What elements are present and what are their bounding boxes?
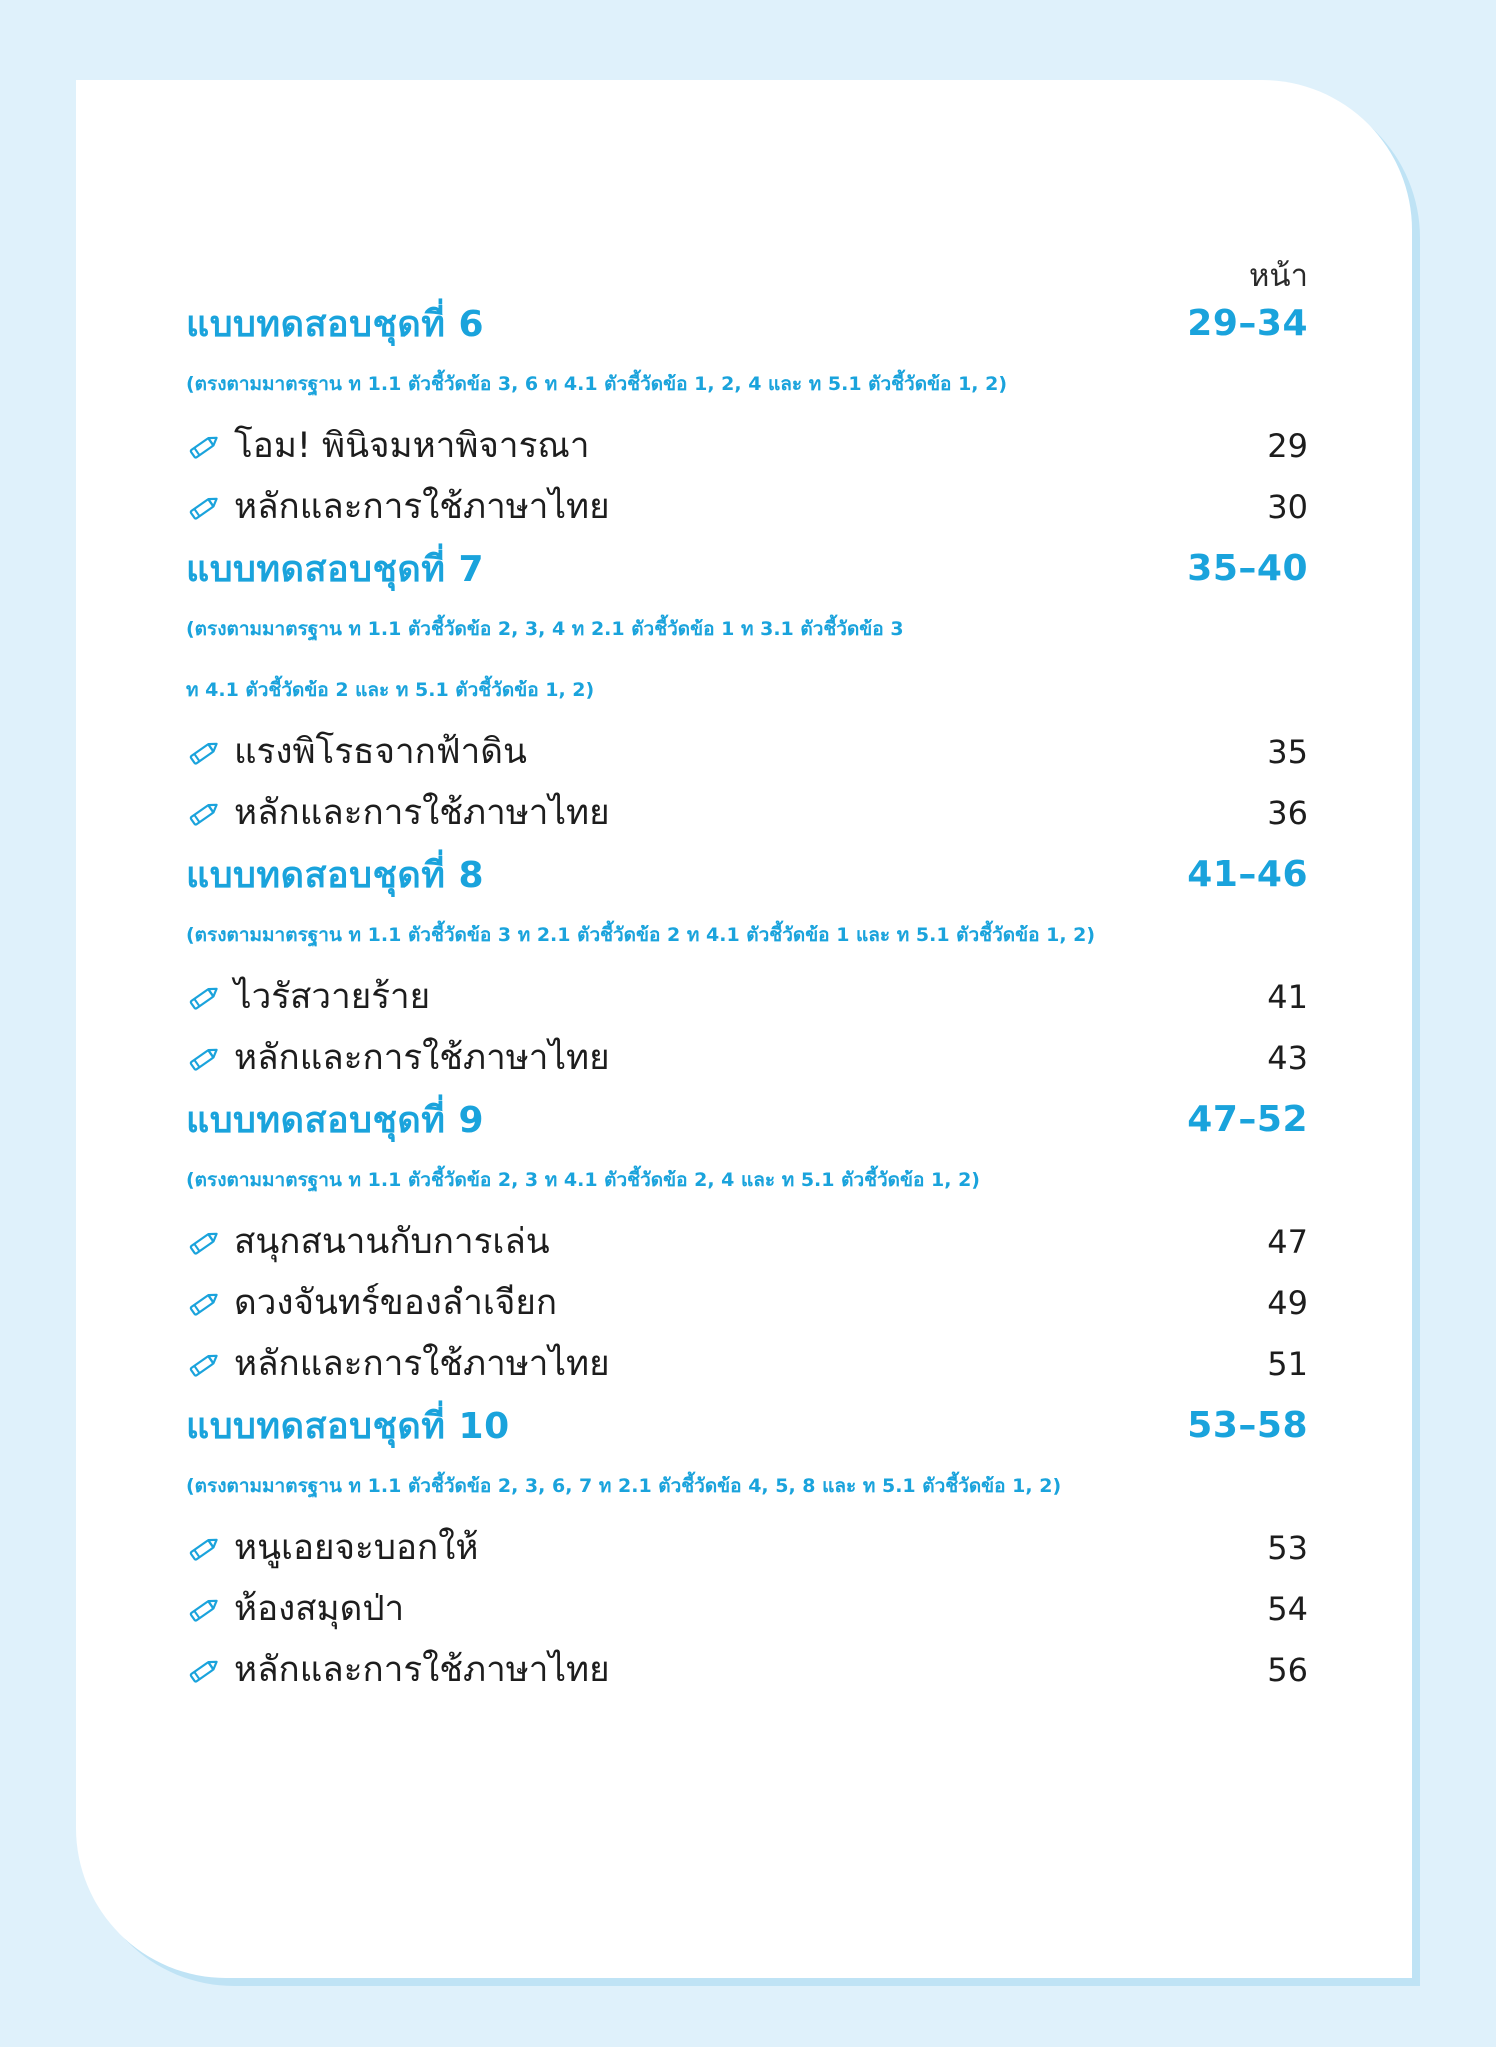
standards-note: (ตรงตามมาตรฐาน ท 1.1 ตัวชี้วัดข้อ 2, 3 ท 4.1 ตัวชี้วัดข้อ 2, 4 และ ท 5.1 ตัวชี้วัดข้อ 1, 2) [186,1169,980,1191]
toc-entry[interactable] [186,782,1308,843]
toc-entry[interactable] [186,1211,1308,1272]
toc-entry-label: โอม! พินิจมหาพิจารณา [234,426,590,466]
toc-header [186,250,1308,292]
section-heading[interactable] [186,537,1308,599]
section-page-range: 29–34 [1187,302,1308,344]
toc-entry-page: 35 [1267,732,1308,771]
section-heading[interactable] [186,1088,1308,1150]
pencil-icon [186,1040,222,1076]
toc-entry-page: 36 [1267,793,1308,832]
toc-entry-left [186,724,527,779]
toc-entry-label: หลักและการใช้ภาษาไทย [234,487,610,527]
pencil-icon [186,489,222,525]
toc-entry[interactable] [186,415,1308,476]
toc-entry-left [186,1581,404,1636]
toc-entry-page: 51 [1267,1344,1308,1383]
standards-note: ท 4.1 ตัวชี้วัดข้อ 2 และ ท 5.1 ตัวชี้วัดข้อ 1, 2) [186,679,595,701]
toc-entry[interactable] [186,1027,1308,1088]
toc-sections [186,292,1308,1700]
toc-entry-left [186,1030,610,1085]
section-page-range: 53–58 [1187,1404,1308,1446]
section-page-range: 47–52 [1187,1098,1308,1140]
toc-entry[interactable] [186,1333,1308,1394]
section-heading[interactable] [186,843,1308,905]
toc-entry[interactable] [186,1639,1308,1700]
toc-entry-page: 29 [1267,426,1308,465]
pencil-icon [186,795,222,831]
toc-entry-label: ไวรัสวายร้าย [234,977,431,1017]
toc-entry-left [186,418,590,473]
section-page-range: 35–40 [1187,547,1308,589]
toc-section [186,1394,1308,1700]
toc-entry-label: ดวงจันทร์ของลำเจียก [234,1283,558,1323]
toc-section [186,537,1308,843]
toc-entry[interactable] [186,476,1308,537]
toc-entry[interactable] [186,721,1308,782]
toc-entry-left [186,479,610,534]
toc-section [186,843,1308,1088]
pencil-icon [186,979,222,1015]
pencil-icon [186,1346,222,1382]
toc-entry-label: แรงพิโรธจากฟ้าดิน [234,732,527,772]
toc-entry-left [186,1642,610,1697]
toc-entry-label: หลักและการใช้ภาษาไทย [234,793,610,833]
pencil-icon [186,1652,222,1688]
pencil-icon [186,1285,222,1321]
toc-entry-page: 54 [1267,1589,1308,1628]
section-page-range: 41–46 [1187,853,1308,895]
toc-entry-left [186,1275,557,1330]
toc-entry-left [186,1336,610,1391]
standards-note: (ตรงตามมาตรฐาน ท 1.1 ตัวชี้วัดข้อ 3 ท 2.1 ตัวชี้วัดข้อ 2 ท 4.1 ตัวชี้วัดข้อ 1 และ ท 5.1 ตัวชี้วัดข้อ 1, 2) [186,924,1096,946]
toc-entry[interactable] [186,1517,1308,1578]
toc-entry-page: 41 [1267,977,1308,1016]
pencil-icon [186,428,222,464]
toc-entry-label: หลักและการใช้ภาษาไทย [234,1650,610,1690]
toc-entry-left [186,785,610,840]
toc-section [186,1088,1308,1394]
toc-entry-page: 47 [1267,1222,1308,1261]
toc-entry-label: สนุกสนานกับการเล่น [234,1222,550,1262]
pencil-icon [186,1591,222,1627]
toc-entry-left [186,1520,478,1575]
toc-entry-label: หลักและการใช้ภาษาไทย [234,1344,610,1384]
toc-entry[interactable] [186,966,1308,1027]
section-title: แบบทดสอบชุดที่ 7 [186,548,485,590]
section-heading[interactable] [186,292,1308,354]
standards-note: (ตรงตามมาตรฐาน ท 1.1 ตัวชี้วัดข้อ 2, 3, 6, 7 ท 2.1 ตัวชี้วัดข้อ 4, 5, 8 และ ท 5.1 ตัวชี้วัดข้อ 1, 2) [186,1475,1062,1497]
section-heading[interactable] [186,1394,1308,1456]
toc-entry-page: 53 [1267,1528,1308,1567]
toc-entry-left [186,969,430,1024]
toc-entry[interactable] [186,1578,1308,1639]
pencil-icon [186,1530,222,1566]
toc-entry-page: 43 [1267,1038,1308,1077]
page-column-label: หน้า [1248,258,1308,294]
pencil-icon [186,734,222,770]
section-title: แบบทดสอบชุดที่ 9 [186,1099,485,1141]
toc-entry-label: หนูเอยจะบอกให้ [234,1528,479,1568]
section-title: แบบทดสอบชุดที่ 10 [186,1405,510,1447]
pencil-icon [186,1224,222,1260]
toc-entry-page: 49 [1267,1283,1308,1322]
toc-entry[interactable] [186,1272,1308,1333]
toc-entry-label: ห้องสมุดป่า [234,1589,405,1629]
standards-note: (ตรงตามมาตรฐาน ท 1.1 ตัวชี้วัดข้อ 3, 6 ท 4.1 ตัวชี้วัดข้อ 1, 2, 4 และ ท 5.1 ตัวชี้วัดข้อ 1, 2) [186,373,1008,395]
section-title: แบบทดสอบชุดที่ 8 [186,854,485,896]
toc-entry-page: 56 [1267,1650,1308,1689]
section-title: แบบทดสอบชุดที่ 6 [186,303,485,345]
toc-entry-page: 30 [1267,487,1308,526]
toc-entry-left [186,1214,550,1269]
toc-entry-label: หลักและการใช้ภาษาไทย [234,1038,610,1078]
toc-section [186,292,1308,537]
table-of-contents [186,250,1308,1700]
standards-note: (ตรงตามมาตรฐาน ท 1.1 ตัวชี้วัดข้อ 2, 3, 4 ท 2.1 ตัวชี้วัดข้อ 1 ท 3.1 ตัวชี้วัดข้อ 3 [186,618,904,640]
